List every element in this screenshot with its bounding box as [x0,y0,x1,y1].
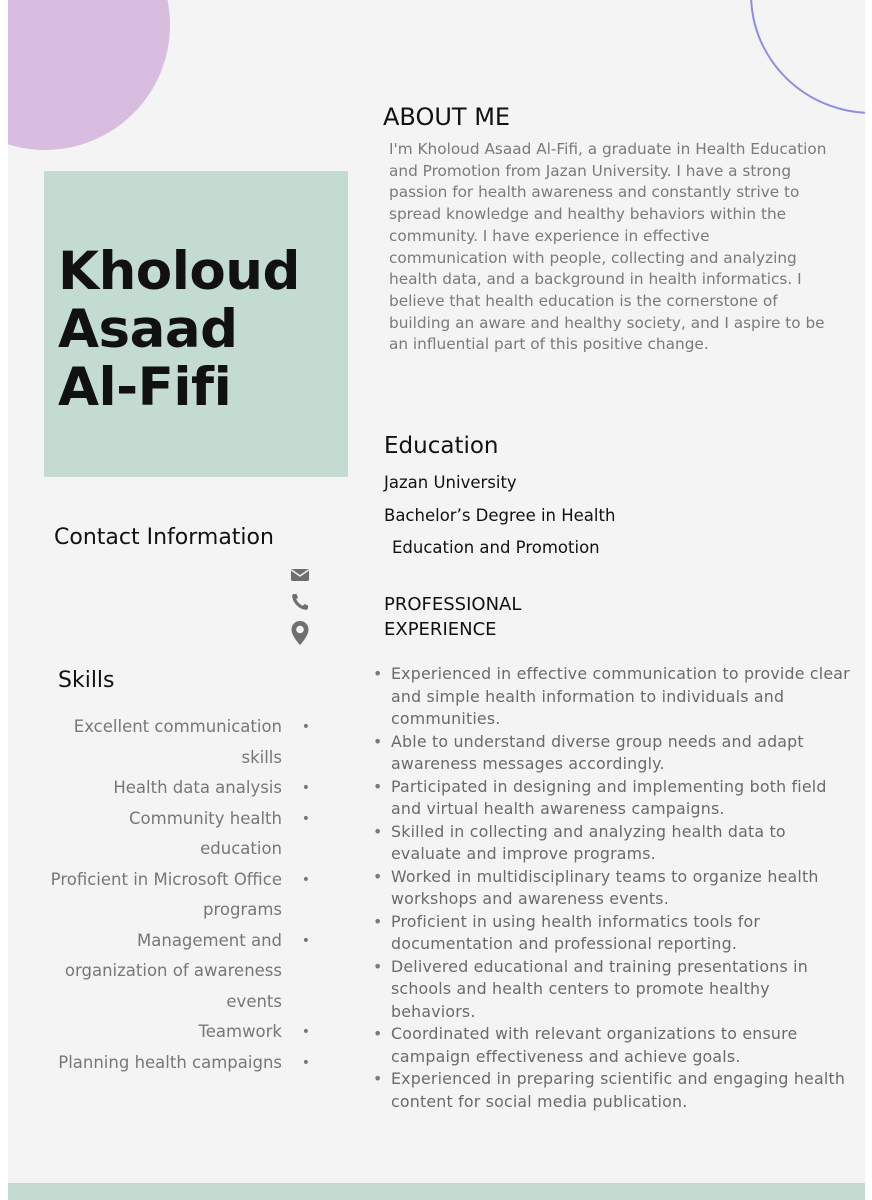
contact-location-row [8,620,308,642]
experience-item: • Experienced in effective communication to provide clear and simple health information to individuals and communities. [372,663,852,731]
map-pin-icon [290,620,310,646]
about-text: I'm Kholoud Asaad Al-Fifi, a graduate in Health Education and Promotion from Jazan University. I have a strong passion for health awareness and constantly strive to spread knowledge and healthy behaviors within the community. I have experience in effective communication with people, collecting and analyzing health data, and a background in health informatics. I believe that health education is the cornerstone of building an aware and healthy society, and I aspire to be an influential part of this positive change. [389,140,827,354]
skill-item: Health data analysis • [48,773,310,804]
experience-title-line2: EXPERIENCE [384,619,497,640]
decorative-ring [750,0,865,114]
experience-item: • Participated in designing and implementing both field and virtual health awareness campaigns. [372,776,852,821]
skill-item: Excellent communication skills • [48,712,310,773]
resume-page [8,0,865,1200]
experience-item: • Delivered educational and training presentations in schools and health centers to promote healthy behaviors. [372,956,852,1024]
name-line-3: Al-Fifi [58,357,232,418]
experience-title [384,592,521,642]
experience-item: • Proficient in using health informatics tools for documentation and professional reporting. [372,911,852,956]
experience-list [372,663,852,1113]
skill-item: Planning health campaigns • [48,1048,310,1079]
experience-item: • Coordinated with relevant organizations to ensure campaign effectiveness and achieve goals. [372,1023,852,1068]
education-degree-line1: Bachelor’s Degree in Health [384,506,616,525]
skill-item: Community health education • [48,804,310,865]
name-line-2: Asaad [58,299,238,360]
education-degree-line2: Education and Promotion [392,538,600,557]
skills-title: Skills [58,668,115,693]
contact-phone-row [8,592,308,614]
skill-item: Management and organization of awareness events • [48,926,310,1018]
phone-icon [290,592,310,612]
education-university: Jazan University [384,473,517,492]
person-name [58,243,300,417]
skill-item: Teamwork • [48,1017,310,1048]
experience-item: • Experienced in preparing scientific and engaging health content for social media publication. [372,1068,852,1113]
contact-email-row [8,565,308,587]
skills-list [48,712,310,1078]
contact-title: Contact Information [54,525,274,550]
about-title: ABOUT ME [383,103,511,131]
name-panel [44,171,348,477]
footer-accent-bar [8,1183,865,1200]
skill-item: Proficient in Microsoft Office programs • [48,865,310,926]
education-title: Education [384,433,499,459]
name-line-1: Kholoud [58,241,300,302]
experience-title-line1: PROFESSIONAL [384,594,522,615]
experience-item: • Worked in multidisciplinary teams to organize health workshops and awareness events. [372,866,852,911]
experience-item: • Skilled in collecting and analyzing health data to evaluate and improve programs. [372,821,852,866]
experience-item: • Able to understand diverse group needs and adapt awareness messages accordingly. [372,731,852,776]
decorative-purple-circle [8,0,170,150]
envelope-icon [290,565,310,585]
